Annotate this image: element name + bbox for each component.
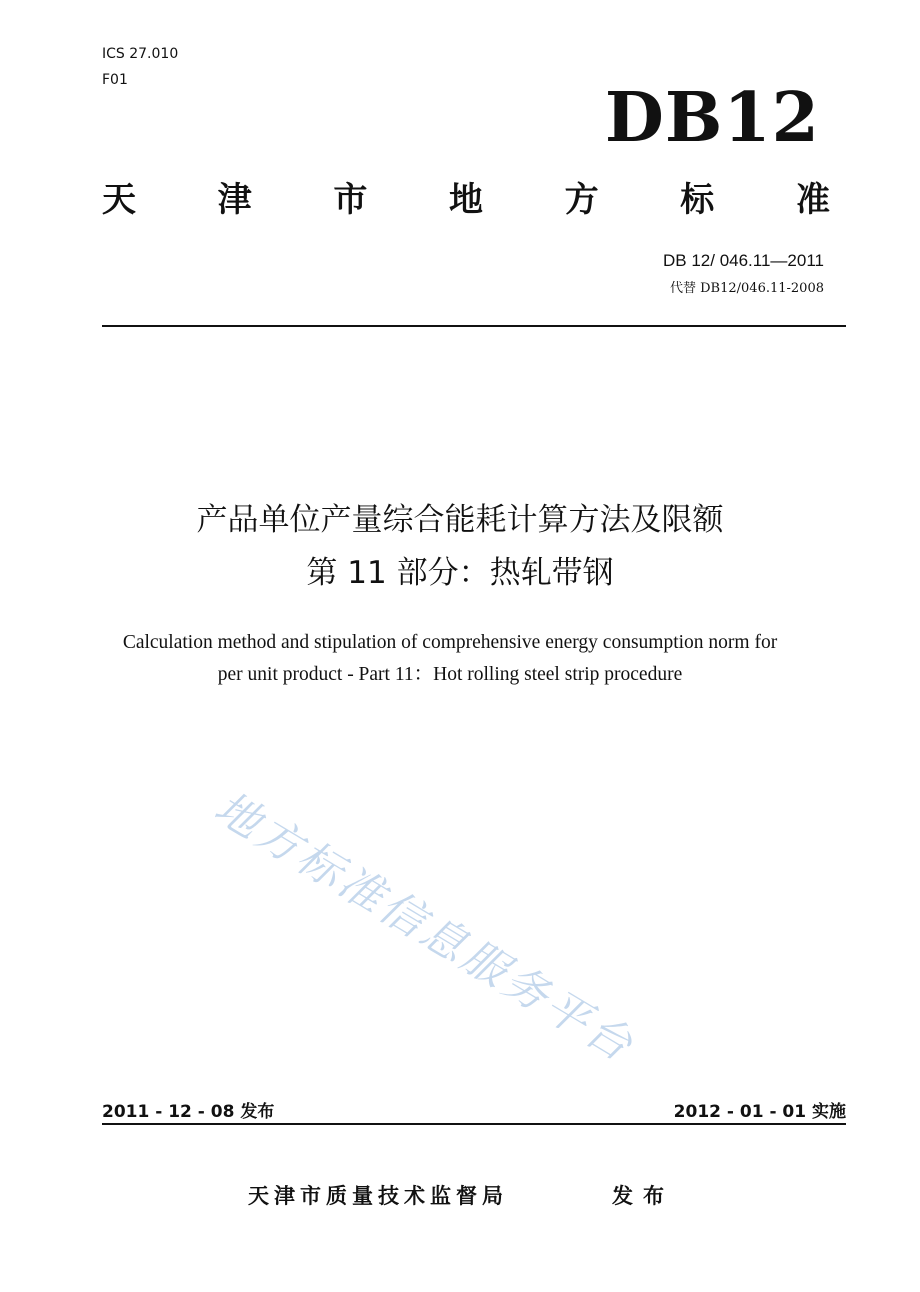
standard-type-char: 准 xyxy=(795,180,830,220)
issue-word: 发布 xyxy=(612,1184,674,1208)
standard-type-char: 市 xyxy=(333,180,368,220)
title-cn-line1: 产品单位产量综合能耗计算方法及限额 xyxy=(196,502,724,538)
standard-type-char: 津 xyxy=(217,180,252,220)
standard-type xyxy=(102,178,830,222)
issue-date: 2011 - 12 - 08 发布 xyxy=(102,1102,275,1122)
standard-type-char: 地 xyxy=(448,180,483,220)
issuer: 天津市质量技术监督局 xyxy=(248,1184,508,1208)
replaces-note: 代替 DB12/046.11-2008 xyxy=(670,281,824,296)
db-code-logo: DB12 xyxy=(604,78,820,158)
ccs-code: F01 xyxy=(102,72,128,88)
header-divider xyxy=(102,325,846,327)
watermark: 地方标准信息服务平台 xyxy=(205,782,644,1073)
effective-date: 2012 - 01 - 01 实施 xyxy=(673,1102,846,1122)
standard-number: DB 12/ 046.11—2011 xyxy=(663,251,824,270)
standard-type-char: 标 xyxy=(680,180,715,220)
title-cn-line2: 第 11 部分：热轧带钢 xyxy=(306,555,614,591)
standard-type-char: 方 xyxy=(564,180,599,220)
standard-type-char: 天 xyxy=(102,180,136,220)
title-en-line1: Calculation method and stipulation of comprehensive energy consumption norm for xyxy=(122,632,778,653)
footer-divider xyxy=(102,1123,846,1125)
title-en-line2: per unit product - Part 11：Hot rolling steel strip procedure xyxy=(217,664,683,685)
ics-code: ICS 27.010 xyxy=(102,46,179,62)
